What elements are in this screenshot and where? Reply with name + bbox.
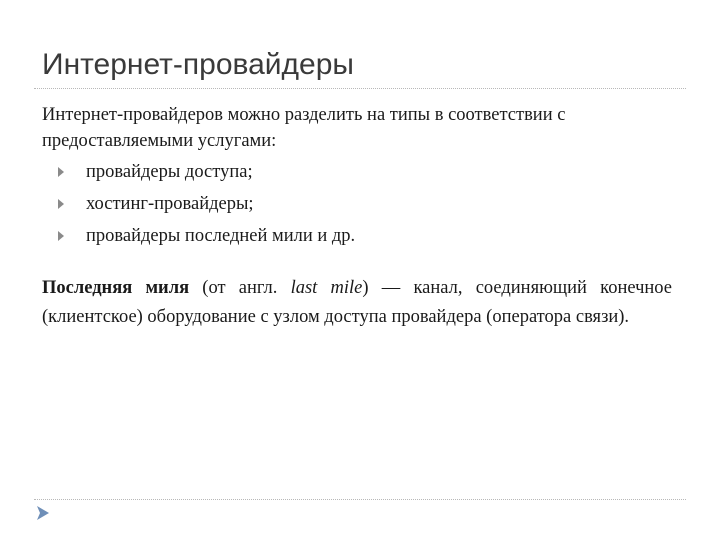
- provider-types-list: [42, 156, 672, 252]
- definition-foreign-term: last mile: [290, 278, 363, 298]
- list-item: [42, 220, 672, 252]
- list-item-text: хостинг-провайдеры;: [86, 194, 254, 214]
- definition-origin-prefix: (от англ.: [189, 278, 291, 298]
- nav-arrow-icon[interactable]: [35, 505, 51, 521]
- last-mile-definition: [42, 274, 672, 332]
- slide-title: Интернет-провайдеры: [42, 48, 354, 81]
- slide-content: [42, 102, 672, 332]
- triangle-right-icon: [58, 231, 64, 241]
- intro-text: Интернет-провайдеров можно разделить на типы в соответствии с предоставляемыми услугами:: [42, 105, 566, 151]
- list-item-text: провайдеры последней мили и др.: [86, 226, 356, 246]
- triangle-right-icon: [58, 199, 64, 209]
- definition-term: Последняя миля: [42, 278, 190, 298]
- triangle-right-icon: [58, 167, 64, 177]
- list-item: [42, 156, 672, 188]
- footer-divider: [34, 499, 686, 500]
- title-divider: [34, 88, 686, 89]
- list-item: [42, 188, 672, 220]
- list-item-text: провайдеры доступа;: [86, 162, 253, 182]
- definition-text: ) — канал, соединяющий конечное (клиентское) оборудование с узлом доступа провайдера (оператора связи).: [42, 278, 672, 327]
